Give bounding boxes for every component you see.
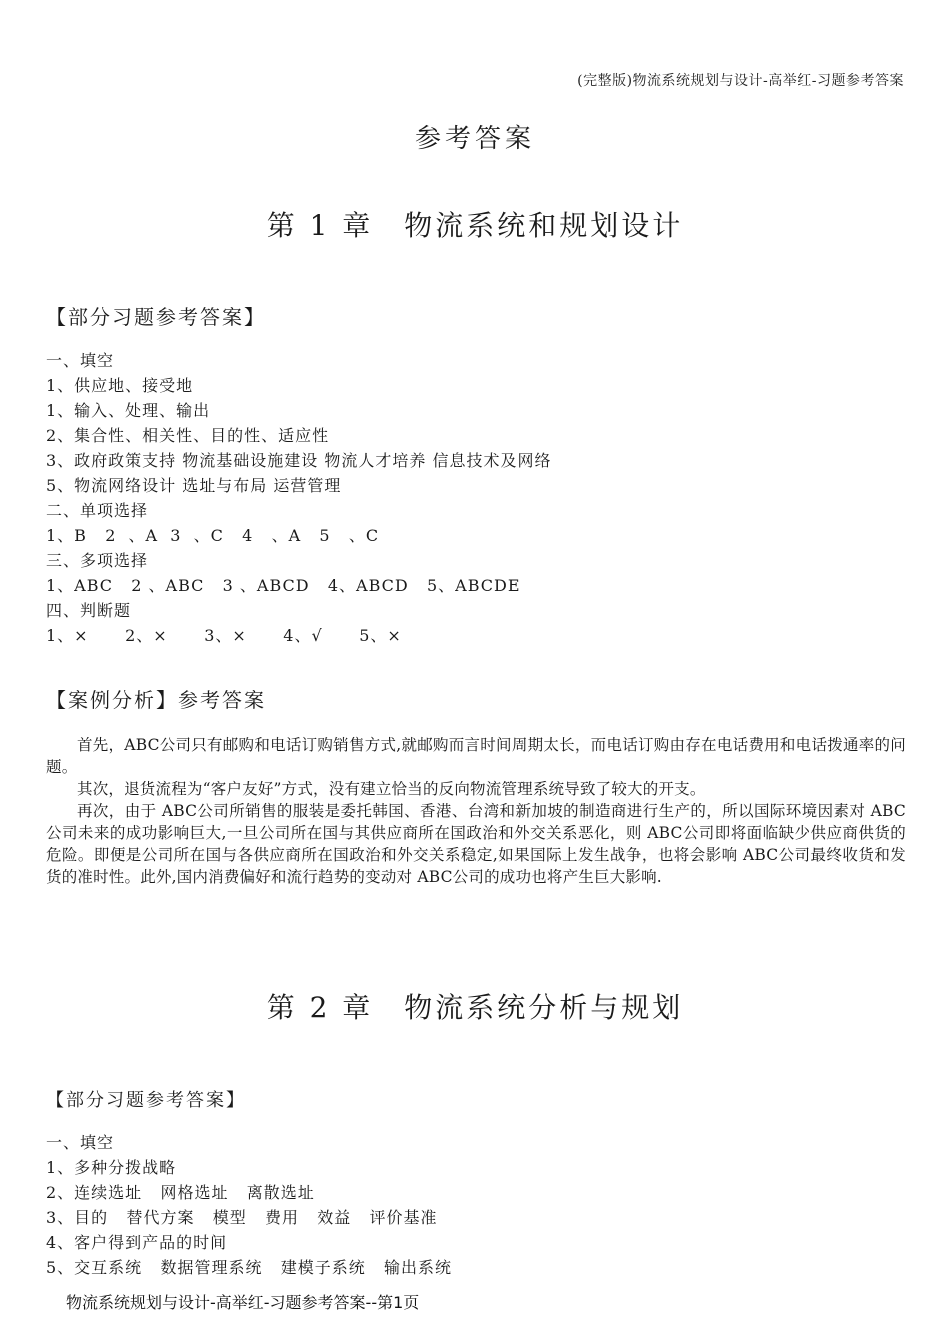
answer-line: 1、供应地、接受地: [46, 376, 194, 395]
case-analysis-heading: 【案例分析】参考答案: [46, 688, 266, 712]
answer-line: 2、集合性、相关性、目的性、适应性: [46, 426, 330, 445]
page-footer: 物流系统规划与设计-高举红-习题参考答案--第1页: [66, 1293, 420, 1312]
answer-line: 2、连续选址 网格选址 离散选址: [46, 1183, 315, 1202]
case-paragraph: 首先，ABC公司只有邮购和电话订购销售方式,就邮购而言时间周期太长，而电话订购由存在电话费用和电话拨通率的问题。: [46, 736, 906, 776]
answer-line: 3、目的 替代方案 模型 费用 效益 评价基准: [46, 1208, 438, 1227]
answer-line: 一、填空: [46, 1133, 115, 1152]
chapter-2-title: 第 2 章 物流系统分析与规划: [266, 991, 684, 1024]
running-header: (完整版)物流系统规划与设计-高举红-习题参考答案: [577, 73, 904, 89]
case-analysis-text: [46, 734, 906, 888]
answer-line: 1、输入、处理、输出: [46, 401, 211, 420]
answer-line: 二、单项选择: [46, 501, 149, 520]
answer-line: 一、填空: [46, 351, 115, 370]
answer-line: 3、政府政策支持 物流基础设施建设 物流人才培养 信息技术及网络: [46, 451, 552, 470]
case-paragraph: 再次，由于 ABC公司所销售的服装是委托韩国、香港、台湾和新加坡的制造商进行生产的，所以国际环境因素对 ABC公司未来的成功影响巨大,一旦公司所在国与其供应商所在国政治和外交关系恶化，则 ABC公司即将面临缺少供应商供货的危险。即便是公司所在国与各供应商所在国政治和外交关系稳定,如果国际上发生战争，也将会影响 ABC公司最终收货和发货的准时性。此外,国内消费偏好和流行趋势的变动对 ABC公司的成功也将产生巨大影响.: [46, 802, 906, 886]
answer-line: 1、多种分拨战略: [46, 1158, 177, 1177]
answer-line: 四、判断题: [46, 601, 132, 620]
chapter-2-answer-list: [46, 1130, 906, 1280]
answer-line: 5、物流网络设计 选址与布局 运营管理: [46, 476, 342, 495]
chapter-1-answer-list: [46, 348, 906, 648]
chapter-1-title: 第 1 章 物流系统和规划设计: [266, 209, 684, 242]
answer-line: 三、多项选择: [46, 551, 149, 570]
chapter-2-exercise-heading: 【部分习题参考答案】: [46, 1090, 246, 1111]
answer-line: 1、B 2 、A 3 、C 4 、A 5 、C: [46, 526, 380, 545]
answer-line: 5、交互系统 数据管理系统 建模子系统 输出系统: [46, 1258, 452, 1277]
document-title: 参考答案: [414, 124, 535, 154]
chapter-1-exercise-heading: 【部分习题参考答案】: [46, 305, 266, 329]
answer-line: 1、ABC 2 、ABC 3 、ABCD 4、ABCD 5、ABCDE: [46, 576, 521, 595]
answer-line: 4、客户得到产品的时间: [46, 1233, 228, 1252]
answer-line: 1、× 2、× 3、× 4、√ 5、×: [46, 626, 402, 645]
case-paragraph: 其次，退货流程为“客户友好”方式，没有建立恰当的反向物流管理系统导致了较大的开支。: [77, 780, 706, 798]
